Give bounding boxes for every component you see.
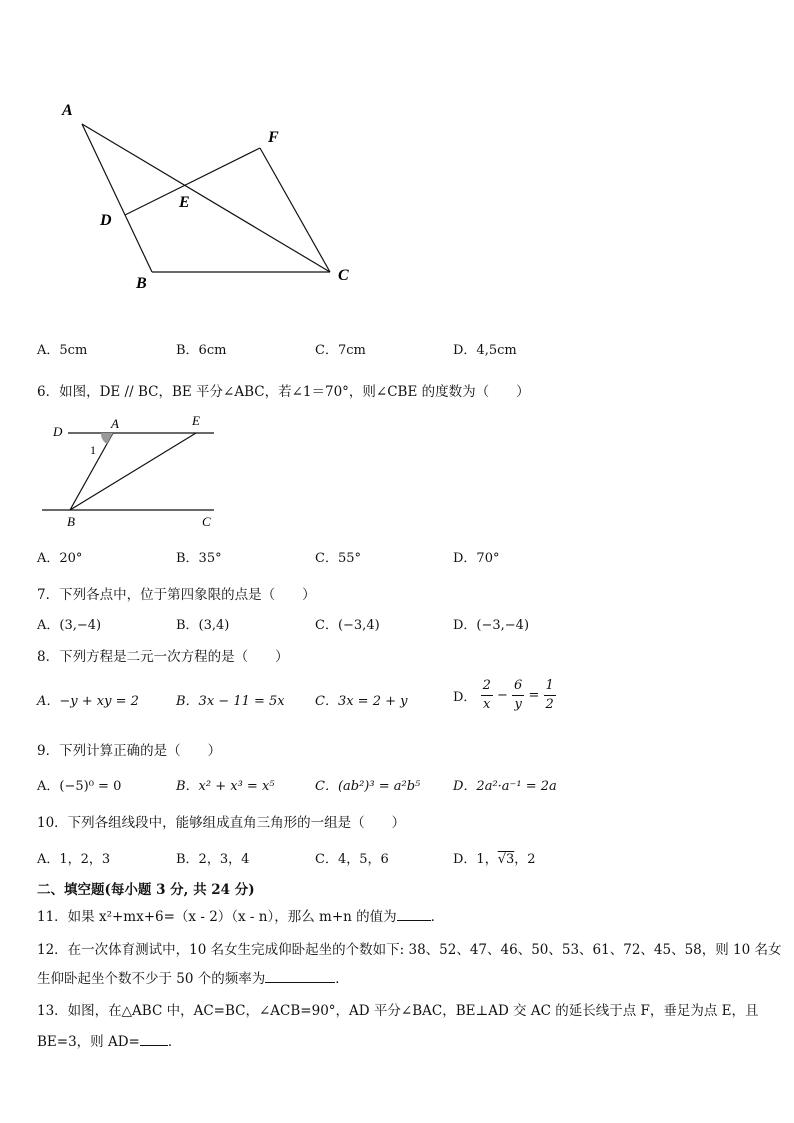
q8-option-b[interactable]: B．3x − 11 = 5x xyxy=(176,694,285,709)
q8-stem: 8．下列方程是二元一次方程的是（ ） xyxy=(37,649,289,665)
label-d: D xyxy=(100,212,112,229)
label-e: E xyxy=(179,194,190,211)
q6-option-a[interactable]: A．20° xyxy=(37,551,83,566)
q11-answer-blank[interactable] xyxy=(397,908,431,921)
q9-option-c[interactable]: C．(ab²)³ = a²b⁵ xyxy=(315,779,421,794)
q13-end: ． xyxy=(167,1034,182,1050)
q11-line xyxy=(37,905,444,925)
q11-end: ． xyxy=(430,909,445,925)
q6-stem: 6．如图，DE // BC，BE 平分∠ABC，若∠1＝70°，则∠CBE 的度数为（ ） xyxy=(37,384,530,400)
angle-1-mark xyxy=(101,433,113,444)
q7-option-b[interactable]: B．(3,4) xyxy=(176,618,230,633)
q10-option-c[interactable]: C．4，5，6 xyxy=(315,852,389,867)
geometry-figure-1 xyxy=(60,95,360,295)
q12-line-1: 12．在一次体育测试中，10 名女生完成仰卧起坐的个数如下: 38、52、47、46、50、53、61、72、45、58，则 10 名女 xyxy=(37,942,782,958)
segment-ab xyxy=(82,124,152,272)
q5-option-d[interactable]: D．4,5cm xyxy=(453,343,517,358)
label-f: F xyxy=(268,129,279,146)
q9-option-d[interactable]: D．2a²·a⁻¹ = 2a xyxy=(453,779,557,794)
segment-df xyxy=(125,148,260,215)
q8-d-equals: = xyxy=(528,688,540,703)
q12-end: ． xyxy=(335,971,349,987)
q6-option-d[interactable]: D．70° xyxy=(453,551,500,566)
q9-option-b[interactable]: B．x² + x³ = x⁵ xyxy=(176,779,275,794)
q11-text: 11．如果 x²+mx+6=（x - 2）（x - n），那么 m+n 的值为 xyxy=(37,909,397,925)
q10-stem: 10．下列各组线段中，能够组成直角三角形的一组是（ ） xyxy=(37,815,406,831)
q12-text: 生仰卧起坐个数不少于 50 个的频率为 xyxy=(37,971,266,987)
label-b: B xyxy=(67,514,75,529)
label-b: B xyxy=(136,275,147,292)
section-2-title: 二、填空题(每小题 3 分, 共 24 分) xyxy=(37,882,255,898)
q10-d-sqrt: √3 xyxy=(497,852,515,867)
q5-option-a[interactable]: A．5cm xyxy=(37,343,88,358)
numerator: 2 xyxy=(481,677,493,696)
denominator: 2 xyxy=(545,697,554,712)
numerator: 6 xyxy=(512,677,524,696)
q13-line-2 xyxy=(37,1030,181,1050)
segment-fc xyxy=(260,148,330,272)
label-c: C xyxy=(338,267,349,284)
q5-option-b[interactable]: B．6cm xyxy=(176,343,227,358)
q8-option-a[interactable]: A．−y + xy = 2 xyxy=(37,694,139,709)
label-c: C xyxy=(202,514,211,529)
q8-option-c[interactable]: C．3x = 2 + y xyxy=(315,694,408,709)
label-a: A xyxy=(62,102,73,119)
q13-text: BE=3，则 AD= xyxy=(37,1034,140,1050)
q10-option-b[interactable]: B．2，3，4 xyxy=(176,852,250,867)
denominator: y xyxy=(514,697,522,712)
q8-d-fraction-3 xyxy=(544,677,556,714)
q8-d-prefix: D． xyxy=(453,690,477,705)
q9-option-a[interactable]: A．(−5)⁰ = 0 xyxy=(37,779,122,794)
denominator: x xyxy=(483,697,491,712)
q10-option-a[interactable]: A．1，2，3 xyxy=(37,852,111,867)
segment-ac xyxy=(82,124,330,272)
q13-answer-blank[interactable] xyxy=(140,1033,168,1046)
q7-option-d[interactable]: D．(−3,−4) xyxy=(453,618,530,633)
q7-stem: 7．下列各点中，位于第四象限的点是（ ） xyxy=(37,587,316,603)
q10-d-prefix: D．1， xyxy=(453,852,498,867)
q8-option-d[interactable] xyxy=(453,677,556,714)
label-a: A xyxy=(111,416,119,431)
q12-answer-blank[interactable] xyxy=(265,970,335,983)
label-d: D xyxy=(53,424,63,439)
q7-option-c[interactable]: C．(−3,4) xyxy=(315,618,380,633)
q13-line-1: 13．如图，在△ABC 中，AC=BC，∠ACB=90°，AD 平分∠BAC，BE⊥AD 交 AC 的延长线于点 F，垂足为点 E，且 xyxy=(37,1003,759,1019)
q5-option-c[interactable]: C．7cm xyxy=(315,343,366,358)
q9-stem: 9．下列计算正确的是（ ） xyxy=(37,743,222,759)
numerator: 1 xyxy=(544,677,556,696)
q10-option-d[interactable] xyxy=(453,848,536,867)
q10-d-suffix: ，2 xyxy=(514,852,536,867)
label-angle-1: 1 xyxy=(90,443,96,457)
q7-option-a[interactable]: A．(3,−4) xyxy=(37,618,102,633)
q8-d-fraction-2 xyxy=(512,677,524,714)
q12-line-2 xyxy=(37,967,349,987)
segment-be xyxy=(70,433,196,510)
q6-option-b[interactable]: B．35° xyxy=(176,551,222,566)
q8-d-minus: − xyxy=(497,688,508,703)
q6-option-c[interactable]: C．55° xyxy=(315,551,361,566)
geometry-figure-6 xyxy=(38,412,223,532)
label-e: E xyxy=(192,413,200,428)
q8-d-fraction-1 xyxy=(481,677,493,714)
